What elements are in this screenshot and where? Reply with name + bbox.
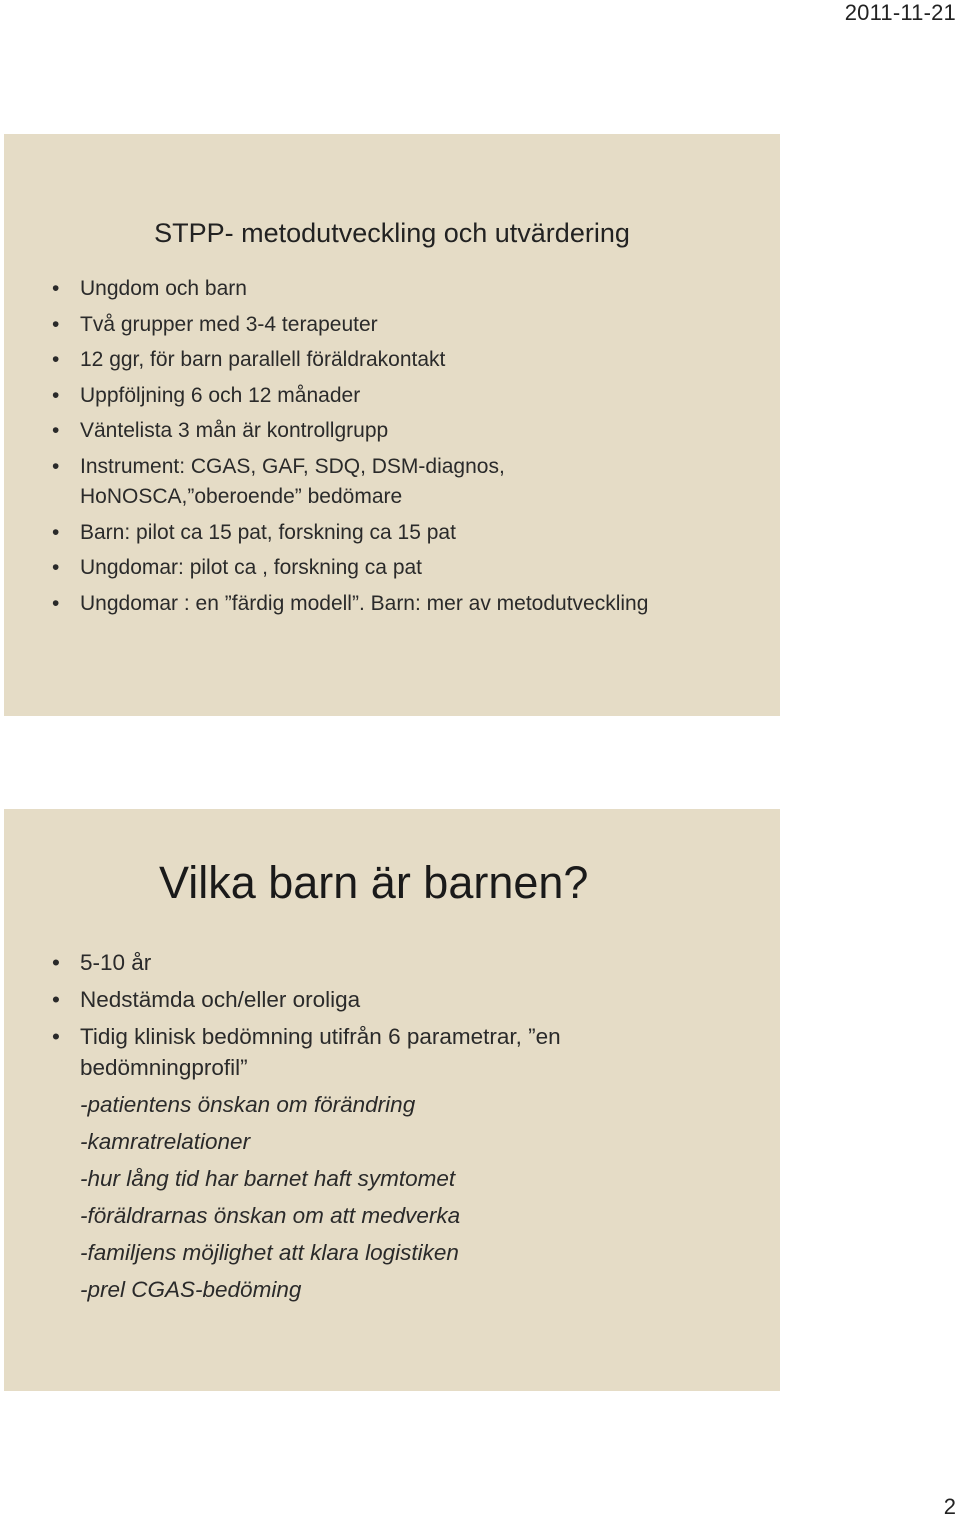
bullet-item — [4, 452, 648, 512]
bullet-line: • Tidig klinisk bedömning utifrån 6 parametrar, ”en — [80, 1024, 561, 1049]
slide-2 — [4, 809, 780, 1391]
bullet-item: • 5-10 år — [4, 947, 561, 978]
bullet-item: • Uppföljning 6 och 12 månader — [4, 381, 648, 411]
bullet-item: • Två grupper med 3-4 terapeuter — [4, 310, 648, 340]
bullet-item: • 12 ggr, för barn parallell föräldrakontakt — [4, 345, 648, 375]
sub-item: -familjens möjlighet att klara logistiken — [80, 1240, 459, 1265]
slide-1-title: STPP- metodutveckling och utvärdering — [154, 218, 630, 248]
bullet-line: HoNOSCA,”oberoende” bedömare — [80, 484, 403, 508]
bullet-line: • Instrument: CGAS, GAF, SDQ, DSM-diagnos, — [80, 454, 505, 478]
bullet-item: • Ungdom och barn — [4, 274, 648, 304]
slide-1-bullet-list — [4, 274, 648, 624]
slide-2-title: Vilka barn är barnen? — [159, 857, 589, 908]
sub-item: -hur lång tid har barnet haft symtomet — [80, 1166, 456, 1191]
page-number: 2 — [943, 1494, 956, 1519]
slide-1 — [4, 134, 780, 716]
bullet-item: • Ungdomar : en ”färdig modell”. Barn: mer av metodutveckling — [4, 589, 648, 619]
bullet-item: • Barn: pilot ca 15 pat, forskning ca 15 pat — [4, 518, 648, 548]
slide-2-bullet-list — [4, 947, 561, 1311]
bullet-item: • Nedstämda och/eller oroliga — [4, 984, 561, 1015]
sub-item: -prel CGAS-bedöming — [80, 1277, 302, 1302]
bullet-item: • Ungdomar: pilot ca , forskning ca pat — [4, 553, 648, 583]
sub-item: -föräldrarnas önskan om att medverka — [80, 1203, 461, 1228]
header-date: 2011-11-21 — [844, 0, 956, 25]
bullet-item: • Väntelista 3 mån är kontrollgrupp — [4, 416, 648, 446]
bullet-item — [4, 1021, 561, 1083]
bullet-line: bedömningprofil” — [80, 1055, 248, 1080]
sub-item: -kamratrelationer — [80, 1129, 251, 1154]
sub-item: -patientens önskan om förändring — [80, 1092, 416, 1117]
